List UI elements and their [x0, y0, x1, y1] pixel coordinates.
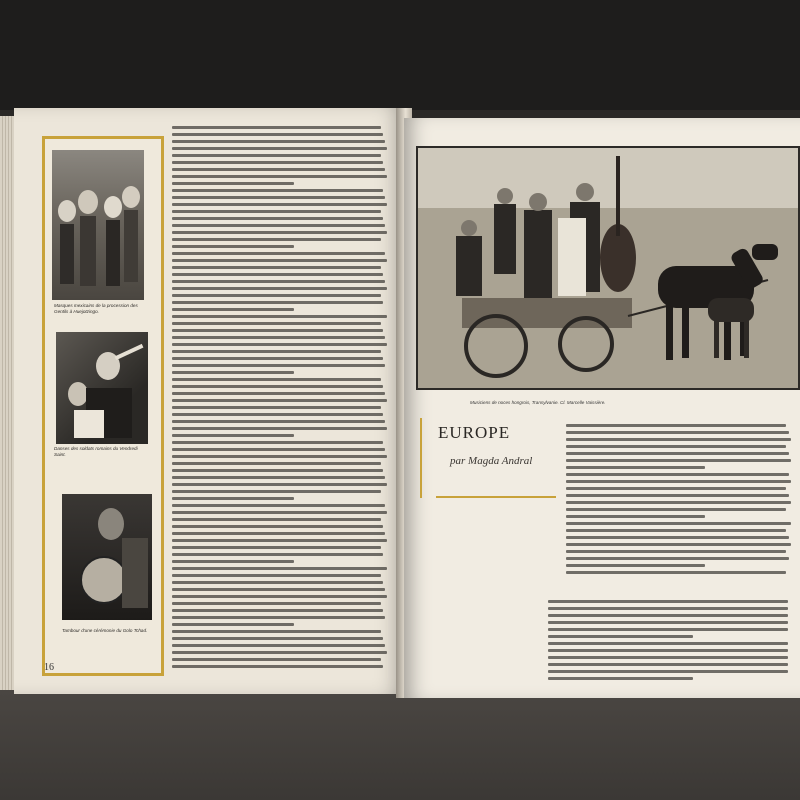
- text-line: [172, 182, 294, 185]
- text-line: [172, 364, 385, 367]
- photo-masks: [52, 150, 144, 300]
- text-line: [566, 452, 789, 455]
- text-line: [172, 448, 385, 451]
- text-line: [172, 385, 383, 388]
- text-line: [172, 581, 383, 584]
- text-line: [172, 231, 387, 234]
- text-line: [172, 392, 385, 395]
- text-line: [172, 518, 381, 521]
- text-line: [548, 663, 788, 666]
- left-text-column: [172, 126, 394, 672]
- text-line: [566, 487, 786, 490]
- text-line: [566, 515, 705, 518]
- text-line: [172, 315, 387, 318]
- text-line: [548, 656, 788, 659]
- text-line: [172, 630, 381, 633]
- text-line: [566, 564, 705, 567]
- text-line: [548, 677, 693, 680]
- text-line: [172, 343, 387, 346]
- text-line: [548, 621, 788, 624]
- text-line: [172, 476, 385, 479]
- text-line: [172, 462, 381, 465]
- text-line: [172, 126, 381, 129]
- text-line: [172, 133, 383, 136]
- text-line: [172, 266, 381, 269]
- text-line: [548, 614, 788, 617]
- text-line: [172, 154, 381, 157]
- text-line: [566, 536, 789, 539]
- text-line: [172, 539, 387, 542]
- text-line: [566, 466, 705, 469]
- text-line: [172, 217, 383, 220]
- text-line: [548, 642, 788, 645]
- text-line: [172, 602, 381, 605]
- photo-caption: Musiciens de noces hongrois, Transylvanie. Cl. Marcelle Vaissière.: [470, 400, 606, 405]
- text-line: [172, 553, 383, 556]
- text-line: [172, 168, 385, 171]
- section-title: EUROPE: [438, 423, 511, 442]
- text-line: [172, 567, 387, 570]
- text-line: [566, 459, 791, 462]
- text-line: [172, 245, 294, 248]
- text-line: [172, 336, 385, 339]
- text-line: [172, 455, 387, 458]
- text-line: [172, 609, 383, 612]
- gold-rule-vertical: [420, 418, 422, 498]
- text-line: [566, 438, 791, 441]
- text-line: [172, 378, 381, 381]
- text-line: [172, 665, 383, 668]
- text-line: [172, 651, 387, 654]
- text-line: [172, 560, 294, 563]
- text-line: [566, 529, 786, 532]
- text-line: [172, 658, 381, 661]
- text-line: [172, 140, 385, 143]
- text-line: [548, 649, 788, 652]
- text-line: [172, 511, 387, 514]
- text-line: [172, 322, 381, 325]
- text-line: [172, 497, 294, 500]
- caption-trumpeter: Danses des soldats romains du Vendredi Saint.: [54, 446, 138, 457]
- text-line: [172, 210, 381, 213]
- text-line: [172, 357, 383, 360]
- text-line: [172, 161, 383, 164]
- text-line: [172, 623, 294, 626]
- text-line: [566, 522, 791, 525]
- text-line: [172, 406, 381, 409]
- text-line: [566, 473, 789, 476]
- text-line: [172, 329, 383, 332]
- text-line: [172, 546, 381, 549]
- photo-trumpeter: [56, 332, 148, 444]
- text-line: [172, 189, 383, 192]
- text-line: [172, 637, 383, 640]
- text-line: [566, 494, 789, 497]
- text-line: [566, 550, 786, 553]
- text-line: [172, 371, 294, 374]
- text-line: [172, 490, 381, 493]
- background-top: [0, 0, 800, 110]
- text-line: [566, 424, 786, 427]
- text-line: [172, 616, 385, 619]
- text-line: [172, 175, 387, 178]
- caption-drummer: Tambour d'une cérémonie du Golo Tchad.: [62, 628, 148, 633]
- text-line: [548, 607, 788, 610]
- photo-drummer: [62, 494, 152, 620]
- text-line: [566, 445, 786, 448]
- caption-masks: Masques mexicains de la procession des Gentils à Huejotzingo.: [54, 303, 138, 314]
- text-line: [566, 543, 791, 546]
- text-line: [172, 280, 385, 283]
- right-text-column: [566, 424, 798, 578]
- text-line: [172, 574, 381, 577]
- text-line: [566, 501, 791, 504]
- text-line: [172, 399, 387, 402]
- text-line: [548, 628, 788, 631]
- musicians-illustration: [418, 148, 798, 388]
- text-line: [172, 532, 385, 535]
- text-line: [172, 420, 385, 423]
- text-line: [172, 196, 385, 199]
- gold-rule-under-author: [436, 496, 556, 498]
- text-line: [172, 287, 387, 290]
- text-line: [172, 427, 387, 430]
- text-line: [172, 259, 387, 262]
- text-line: [172, 273, 383, 276]
- text-line: [172, 588, 385, 591]
- text-line: [172, 504, 385, 507]
- text-line: [172, 350, 381, 353]
- text-line: [172, 483, 387, 486]
- text-line: [548, 670, 788, 673]
- photo-musicians: [416, 146, 800, 390]
- right-text-column-lower: [548, 600, 798, 684]
- text-line: [172, 224, 385, 227]
- table-surface: [0, 690, 800, 800]
- text-line: [172, 203, 387, 206]
- text-line: [172, 595, 387, 598]
- text-line: [172, 441, 383, 444]
- text-line: [566, 480, 791, 483]
- text-line: [172, 294, 381, 297]
- text-line: [172, 301, 383, 304]
- text-line: [172, 644, 385, 647]
- text-line: [172, 469, 383, 472]
- text-line: [172, 308, 294, 311]
- text-line: [172, 147, 387, 150]
- text-line: [172, 238, 381, 241]
- text-line: [566, 571, 786, 574]
- text-line: [566, 557, 789, 560]
- text-line: [548, 635, 693, 638]
- text-line: [548, 600, 788, 603]
- text-line: [172, 413, 383, 416]
- text-line: [172, 252, 385, 255]
- text-line: [566, 508, 786, 511]
- text-line: [172, 434, 294, 437]
- text-line: [172, 525, 383, 528]
- author-byline: par Magda Andral: [450, 455, 533, 467]
- page-number: 16: [44, 662, 54, 673]
- text-line: [566, 431, 789, 434]
